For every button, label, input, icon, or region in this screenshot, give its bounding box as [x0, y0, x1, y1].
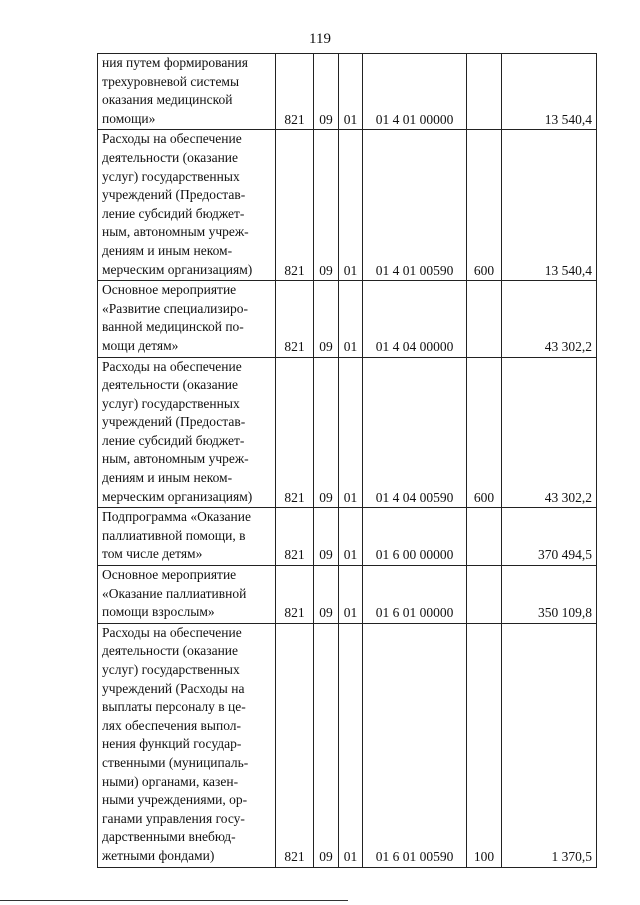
amount-cell: 350 109,8 — [502, 566, 597, 624]
table-row — [98, 54, 597, 130]
amount-cell: 1 370,5 — [502, 623, 597, 867]
table-row — [98, 623, 597, 867]
expense-type-cell — [467, 508, 502, 566]
target-article-cell: 01 6 01 00000 — [363, 566, 467, 624]
grbs-code-cell: 821 — [276, 623, 314, 867]
section-code-cell: 09 — [314, 281, 339, 357]
amount-cell: 13 540,4 — [502, 54, 597, 130]
grbs-code-cell: 821 — [276, 130, 314, 281]
target-article-cell: 01 4 04 00590 — [363, 357, 467, 508]
grbs-code-cell: 821 — [276, 54, 314, 130]
table-row — [98, 357, 597, 508]
table-row — [98, 566, 597, 624]
target-article-cell: 01 6 01 00590 — [363, 623, 467, 867]
amount-cell: 43 302,2 — [502, 281, 597, 357]
expense-name-cell: Расходы на обеспечение деятельности (оказание услуг) государственных учреждений (Предостав- ление субсидий бюджет- ным, автономным учреж- дениям и иным неком- мерческим организациям) — [98, 357, 276, 508]
table-row — [98, 130, 597, 281]
amount-cell: 370 494,5 — [502, 508, 597, 566]
section-code-cell: 09 — [314, 130, 339, 281]
section-code-cell: 09 — [314, 54, 339, 130]
target-article-cell: 01 4 01 00590 — [363, 130, 467, 281]
subsection-code-cell: 01 — [339, 357, 363, 508]
table-row — [98, 281, 597, 357]
amount-cell: 13 540,4 — [502, 130, 597, 281]
expense-type-cell: 100 — [467, 623, 502, 867]
target-article-cell: 01 6 00 00000 — [363, 508, 467, 566]
expense-name-cell: Расходы на обеспечение деятельности (оказание услуг) государственных учреждений (Расходы на выплаты персоналу в це- лях обеспечения выпол- нения функций государ- ственными (муниципаль- ными) органами, казен- ными учреждениями, ор- ганами управления госу- дарственными внебюд- жетными фондами) — [98, 623, 276, 867]
subsection-code-cell: 01 — [339, 623, 363, 867]
subsection-code-cell: 01 — [339, 281, 363, 357]
grbs-code-cell: 821 — [276, 508, 314, 566]
expense-type-cell — [467, 566, 502, 624]
section-code-cell: 09 — [314, 566, 339, 624]
page-number: 119 — [309, 31, 331, 47]
amount-cell: 43 302,2 — [502, 357, 597, 508]
budget-table — [97, 53, 597, 868]
expense-name-cell: ния путем формирования трехуровневой системы оказания медицинской помощи» — [98, 54, 276, 130]
expense-name-cell: Основное мероприятие «Оказание паллиативной помощи взрослым» — [98, 566, 276, 624]
expense-type-cell — [467, 54, 502, 130]
subsection-code-cell: 01 — [339, 54, 363, 130]
expense-name-cell: Подпрограмма «Оказание паллиативной помощи, в том числе детям» — [98, 508, 276, 566]
expense-name-cell: Основное мероприятие «Развитие специализиро- ванной медицинской по- мощи детям» — [98, 281, 276, 357]
section-code-cell: 09 — [314, 623, 339, 867]
footer-divider — [0, 900, 348, 901]
grbs-code-cell: 821 — [276, 281, 314, 357]
subsection-code-cell: 01 — [339, 130, 363, 281]
target-article-cell: 01 4 04 00000 — [363, 281, 467, 357]
section-code-cell: 09 — [314, 357, 339, 508]
table-row — [98, 508, 597, 566]
grbs-code-cell: 821 — [276, 357, 314, 508]
target-article-cell: 01 4 01 00000 — [363, 54, 467, 130]
expense-name-cell: Расходы на обеспечение деятельности (оказание услуг) государственных учреждений (Предостав- ление субсидий бюджет- ным, автономным учреж- дениям и иным неком- мерческим организациям) — [98, 130, 276, 281]
subsection-code-cell: 01 — [339, 508, 363, 566]
expense-type-cell: 600 — [467, 130, 502, 281]
subsection-code-cell: 01 — [339, 566, 363, 624]
expense-type-cell — [467, 281, 502, 357]
grbs-code-cell: 821 — [276, 566, 314, 624]
expense-type-cell: 600 — [467, 357, 502, 508]
section-code-cell: 09 — [314, 508, 339, 566]
